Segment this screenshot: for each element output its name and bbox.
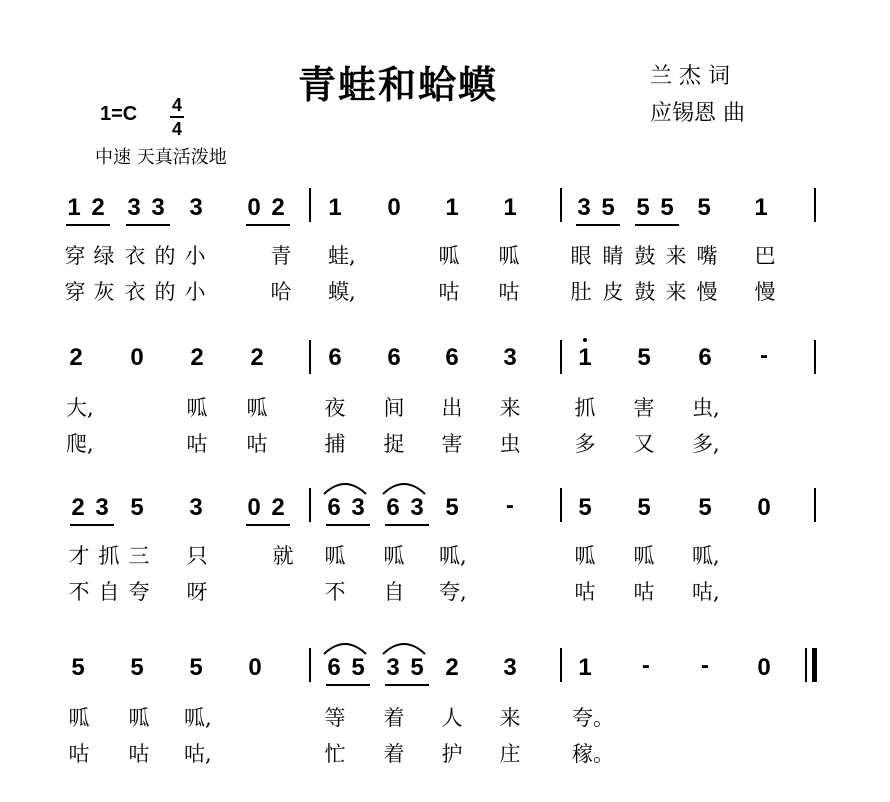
slur-arc	[324, 644, 366, 654]
lyric: 咕	[128, 742, 150, 766]
note: 5	[130, 494, 144, 521]
note: 2	[190, 344, 204, 371]
lyric: 的	[154, 280, 176, 304]
note: 6	[328, 344, 342, 371]
note: 5	[698, 494, 712, 521]
lyric: 穿	[64, 244, 86, 268]
note: 3	[189, 194, 203, 221]
lyric: 哈	[270, 280, 292, 304]
note: -	[701, 652, 709, 679]
composer-credit: 应锡恩 曲	[650, 101, 745, 126]
lyric: 穿	[64, 280, 86, 304]
note: 3	[386, 654, 400, 681]
note: 1	[578, 344, 592, 371]
lyric: 咕,	[692, 580, 720, 604]
note: 3	[189, 494, 203, 521]
lyric: 多,	[692, 432, 720, 456]
note: 1	[328, 194, 342, 221]
lyric: 夸,	[439, 580, 467, 604]
note: 2	[71, 494, 85, 521]
lyric: 夸	[128, 580, 150, 604]
slur-arc	[383, 484, 425, 494]
note: 5	[410, 654, 424, 681]
note: 0	[130, 344, 144, 371]
note: 6	[327, 494, 341, 521]
lyric: 虫	[499, 432, 521, 456]
lyric: 嘴	[696, 244, 718, 268]
lyric: 慢	[754, 280, 776, 304]
note: 2	[271, 494, 285, 521]
note: 5	[578, 494, 592, 521]
lyric: 就	[272, 544, 294, 568]
note: 3	[127, 194, 141, 221]
note: 6	[327, 654, 341, 681]
lyric: 巴	[754, 244, 776, 268]
note: 3	[95, 494, 109, 521]
lyric: 才	[68, 544, 90, 568]
note: 6	[387, 344, 401, 371]
lyric: 咕	[438, 280, 460, 304]
lyric: 出	[441, 396, 463, 420]
lyric: 又	[633, 432, 655, 456]
lyric: 咕,	[184, 742, 212, 766]
lyric: 小	[184, 280, 206, 304]
lyric: 呀	[186, 580, 208, 604]
lyric: 衣	[124, 280, 146, 304]
note: 3	[410, 494, 424, 521]
lyric: 呱	[574, 544, 596, 568]
lyric: 呱	[68, 706, 90, 730]
time-signature-top: 4	[171, 95, 182, 115]
note: 3	[577, 194, 591, 221]
lyric: 睛	[602, 244, 624, 268]
lyric: 呱,	[439, 544, 467, 568]
note: 2	[91, 194, 105, 221]
lyric: 呱,	[184, 706, 212, 730]
note: 1	[754, 194, 768, 221]
lyric: 衣	[124, 244, 146, 268]
tempo-marking: 中速 天真活泼地	[95, 147, 227, 168]
lyric: 来	[665, 244, 687, 268]
note: 1	[503, 194, 517, 221]
note: -	[642, 652, 650, 679]
lyric: 呱,	[692, 544, 720, 568]
note: 5	[637, 494, 651, 521]
lyric: 皮	[602, 280, 624, 304]
note: 6	[698, 344, 712, 371]
lyric: 只	[186, 544, 208, 568]
lyric: 等	[324, 706, 346, 730]
note: 0	[757, 654, 771, 681]
lyric: 护	[441, 742, 463, 766]
lyric: 呱	[324, 544, 346, 568]
lyric: 呱	[383, 544, 405, 568]
lyric: 爬,	[66, 432, 94, 456]
lyric: 自	[98, 580, 120, 604]
lyric: 咕	[68, 742, 90, 766]
lyric: 呱	[186, 396, 208, 420]
lyric: 自	[383, 580, 405, 604]
lyric: 抓	[574, 396, 596, 420]
lyric: 人	[441, 706, 463, 730]
lyric: 害	[633, 396, 655, 420]
note: 6	[445, 344, 459, 371]
note: 5	[351, 654, 365, 681]
lyric: 咕	[574, 580, 596, 604]
note: 5	[636, 194, 650, 221]
lyric: 着	[383, 706, 405, 730]
lyric: 夜	[324, 396, 346, 420]
note: 0	[247, 194, 261, 221]
lyric: 的	[154, 244, 176, 268]
lyric: 眼	[570, 244, 592, 268]
lyric: 鼓	[634, 280, 656, 304]
note: 5	[637, 344, 651, 371]
lyric: 稼。	[572, 742, 614, 766]
lyric: 不	[68, 580, 90, 604]
lyric: 咕	[498, 280, 520, 304]
lyric: 捕	[324, 432, 346, 456]
lyric: 害	[441, 432, 463, 456]
lyric: 灰	[93, 280, 115, 304]
note: 0	[757, 494, 771, 521]
lyric: 多	[574, 432, 596, 456]
note: 2	[445, 654, 459, 681]
slur-arc	[383, 644, 425, 654]
lyric: 咕	[186, 432, 208, 456]
note: 5	[697, 194, 711, 221]
lyric: 慢	[696, 280, 718, 304]
note: 5	[445, 494, 459, 521]
lyric: 来	[665, 280, 687, 304]
lyric: 虫,	[692, 396, 720, 420]
lyric: 忙	[324, 742, 346, 766]
note: 3	[351, 494, 365, 521]
note: 0	[387, 194, 401, 221]
note: 1	[445, 194, 459, 221]
lyric: 夸。	[572, 706, 614, 730]
key-signature: 1=C	[100, 103, 138, 125]
lyric: 呱	[128, 706, 150, 730]
lyric: 大,	[66, 396, 94, 420]
lyric: 呱	[633, 544, 655, 568]
note: 5	[71, 654, 85, 681]
slur-arc	[324, 484, 366, 494]
note: 3	[503, 654, 517, 681]
lyric: 绿	[93, 244, 115, 268]
note: 5	[660, 194, 674, 221]
note: 1	[578, 654, 592, 681]
note: 2	[271, 194, 285, 221]
note: 6	[386, 494, 400, 521]
lyric: 呱	[438, 244, 460, 268]
note: 3	[151, 194, 165, 221]
lyric: 间	[383, 396, 405, 420]
note: -	[506, 492, 514, 519]
lyric: 来	[499, 396, 521, 420]
note: 1	[67, 194, 81, 221]
lyric: 蛙,	[328, 244, 356, 268]
lyric: 三	[128, 544, 150, 568]
lyric: 小	[184, 244, 206, 268]
note: 2	[69, 344, 83, 371]
lyric: 着	[383, 742, 405, 766]
lyric: 鼓	[634, 244, 656, 268]
lyric: 青	[270, 244, 292, 268]
lyric: 捉	[383, 432, 405, 456]
note: 5	[189, 654, 203, 681]
note: 5	[601, 194, 615, 221]
lyric: 抓	[98, 544, 120, 568]
note: 5	[130, 654, 144, 681]
lyric: 不	[324, 580, 346, 604]
note: 0	[247, 494, 261, 521]
song-title: 青蛙和蛤蟆	[298, 62, 499, 107]
lyric: 肚	[570, 280, 592, 304]
note: 3	[503, 344, 517, 371]
note: 2	[250, 344, 264, 371]
time-signature-bottom: 4	[171, 119, 182, 139]
note: -	[760, 342, 768, 369]
lyricist-credit: 兰 杰 词	[650, 64, 730, 89]
lyric: 咕	[633, 580, 655, 604]
lyric: 来	[499, 706, 521, 730]
lyric: 呱	[498, 244, 520, 268]
lyric: 庄	[499, 742, 521, 766]
note: 0	[248, 654, 262, 681]
lyric: 蟆,	[328, 280, 356, 304]
lyric: 咕	[246, 432, 268, 456]
lyric: 呱	[246, 396, 268, 420]
